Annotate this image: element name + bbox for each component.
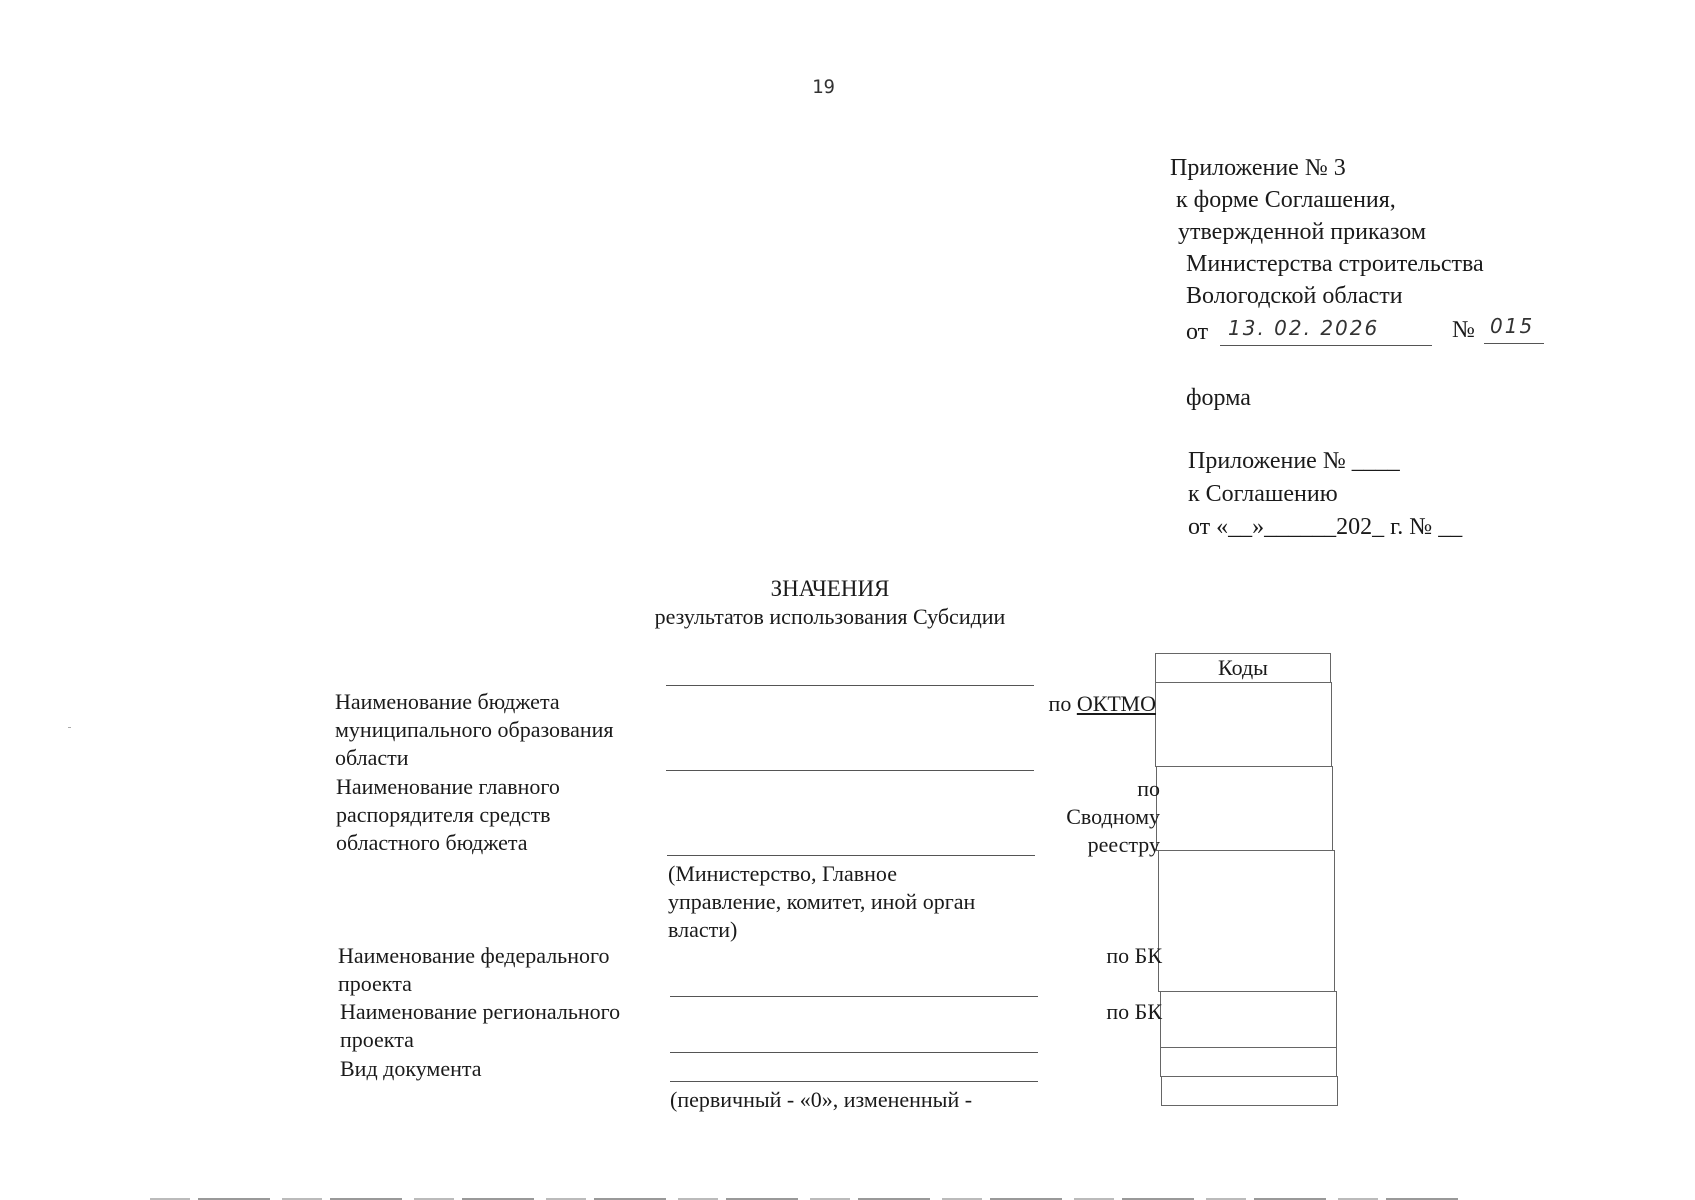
gr-hint-3: власти) [668,917,738,942]
gr-label-3: областного бюджета [336,830,528,855]
bk-federal-code-label: по БК [1106,943,1162,968]
number-underline [1484,343,1544,344]
oktmo-link: ОКТМО [1076,691,1156,716]
form-label: форма [1186,385,1251,411]
code-cell-extra[interactable] [1160,1047,1337,1077]
gr-label-2: распорядителя средств [336,802,551,827]
oktmo-prefix: по [1048,691,1077,716]
budget-label-3: области [335,745,409,770]
budget-label-1: Наименование бюджета [335,689,560,714]
registry-code-label-1: по [1137,776,1160,801]
appendix-line-2: к форме Соглашения, [1176,187,1396,213]
codes-header-cell [1155,653,1331,683]
gr-hint-1: (Министерство, Главное [668,861,897,886]
handwritten-number: 015 [1490,314,1535,338]
code-cell-bk-federal[interactable] [1158,850,1335,992]
date-prefix: от [1186,319,1209,345]
reg-label-2: проекта [340,1027,414,1052]
oktmo-code-label [1000,690,1156,718]
budget-input-line[interactable] [666,770,1034,771]
fed-input-line[interactable] [670,996,1038,997]
reg-input-line[interactable] [670,1052,1038,1053]
code-cell-oktmo[interactable] [1155,682,1332,767]
budget-label-2: муниципального образования [335,717,614,742]
code-cell-bk-regional[interactable] [1160,991,1337,1048]
agreement-line-3: от «__»______202_ г. № __ [1188,514,1463,540]
agreement-line-2: к Соглашению [1188,481,1338,507]
fed-label-1: Наименование федерального [338,943,610,968]
bk-regional-code-label: по БК [1106,999,1162,1024]
page-number: 19 [812,76,835,98]
appendix-line-1: Приложение № 3 [1170,155,1346,181]
heading-title: ЗНАЧЕНИЯ [770,576,890,601]
doc-type-hint: (первичный - «0», измененный - [670,1087,973,1112]
appendix-line-5: Вологодской области [1186,283,1403,309]
date-underline [1220,345,1432,346]
gr-hint-2: управление, комитет, иной орган [668,889,976,914]
registry-code-label-2: Сводному [1066,804,1160,829]
codes-header: Коды [1218,655,1268,680]
gr-label-1: Наименование главного [336,774,560,799]
heading-subtitle: результатов использования Субсидии [654,604,1006,629]
budget-input-top-line[interactable] [666,685,1034,686]
handwritten-date: 13. 02. 2026 [1228,316,1380,340]
fed-label-2: проекта [338,971,412,996]
appendix-line-4: Министерства строительства [1186,251,1484,277]
appendix-line-3: утвержденной приказом [1178,219,1427,245]
code-cell-doc-type[interactable] [1161,1076,1338,1106]
reg-label-1: Наименование регионального [340,999,621,1024]
doc-type-label: Вид документа [340,1056,482,1081]
scan-speck [68,727,71,728]
code-cell-registry[interactable] [1156,766,1333,851]
registry-code-label-3: реестру [1087,832,1160,857]
gr-input-line[interactable] [667,855,1035,856]
agreement-line-1: Приложение № ____ [1188,448,1400,474]
number-prefix: № [1452,317,1475,343]
doc-type-input-line[interactable] [670,1081,1038,1082]
